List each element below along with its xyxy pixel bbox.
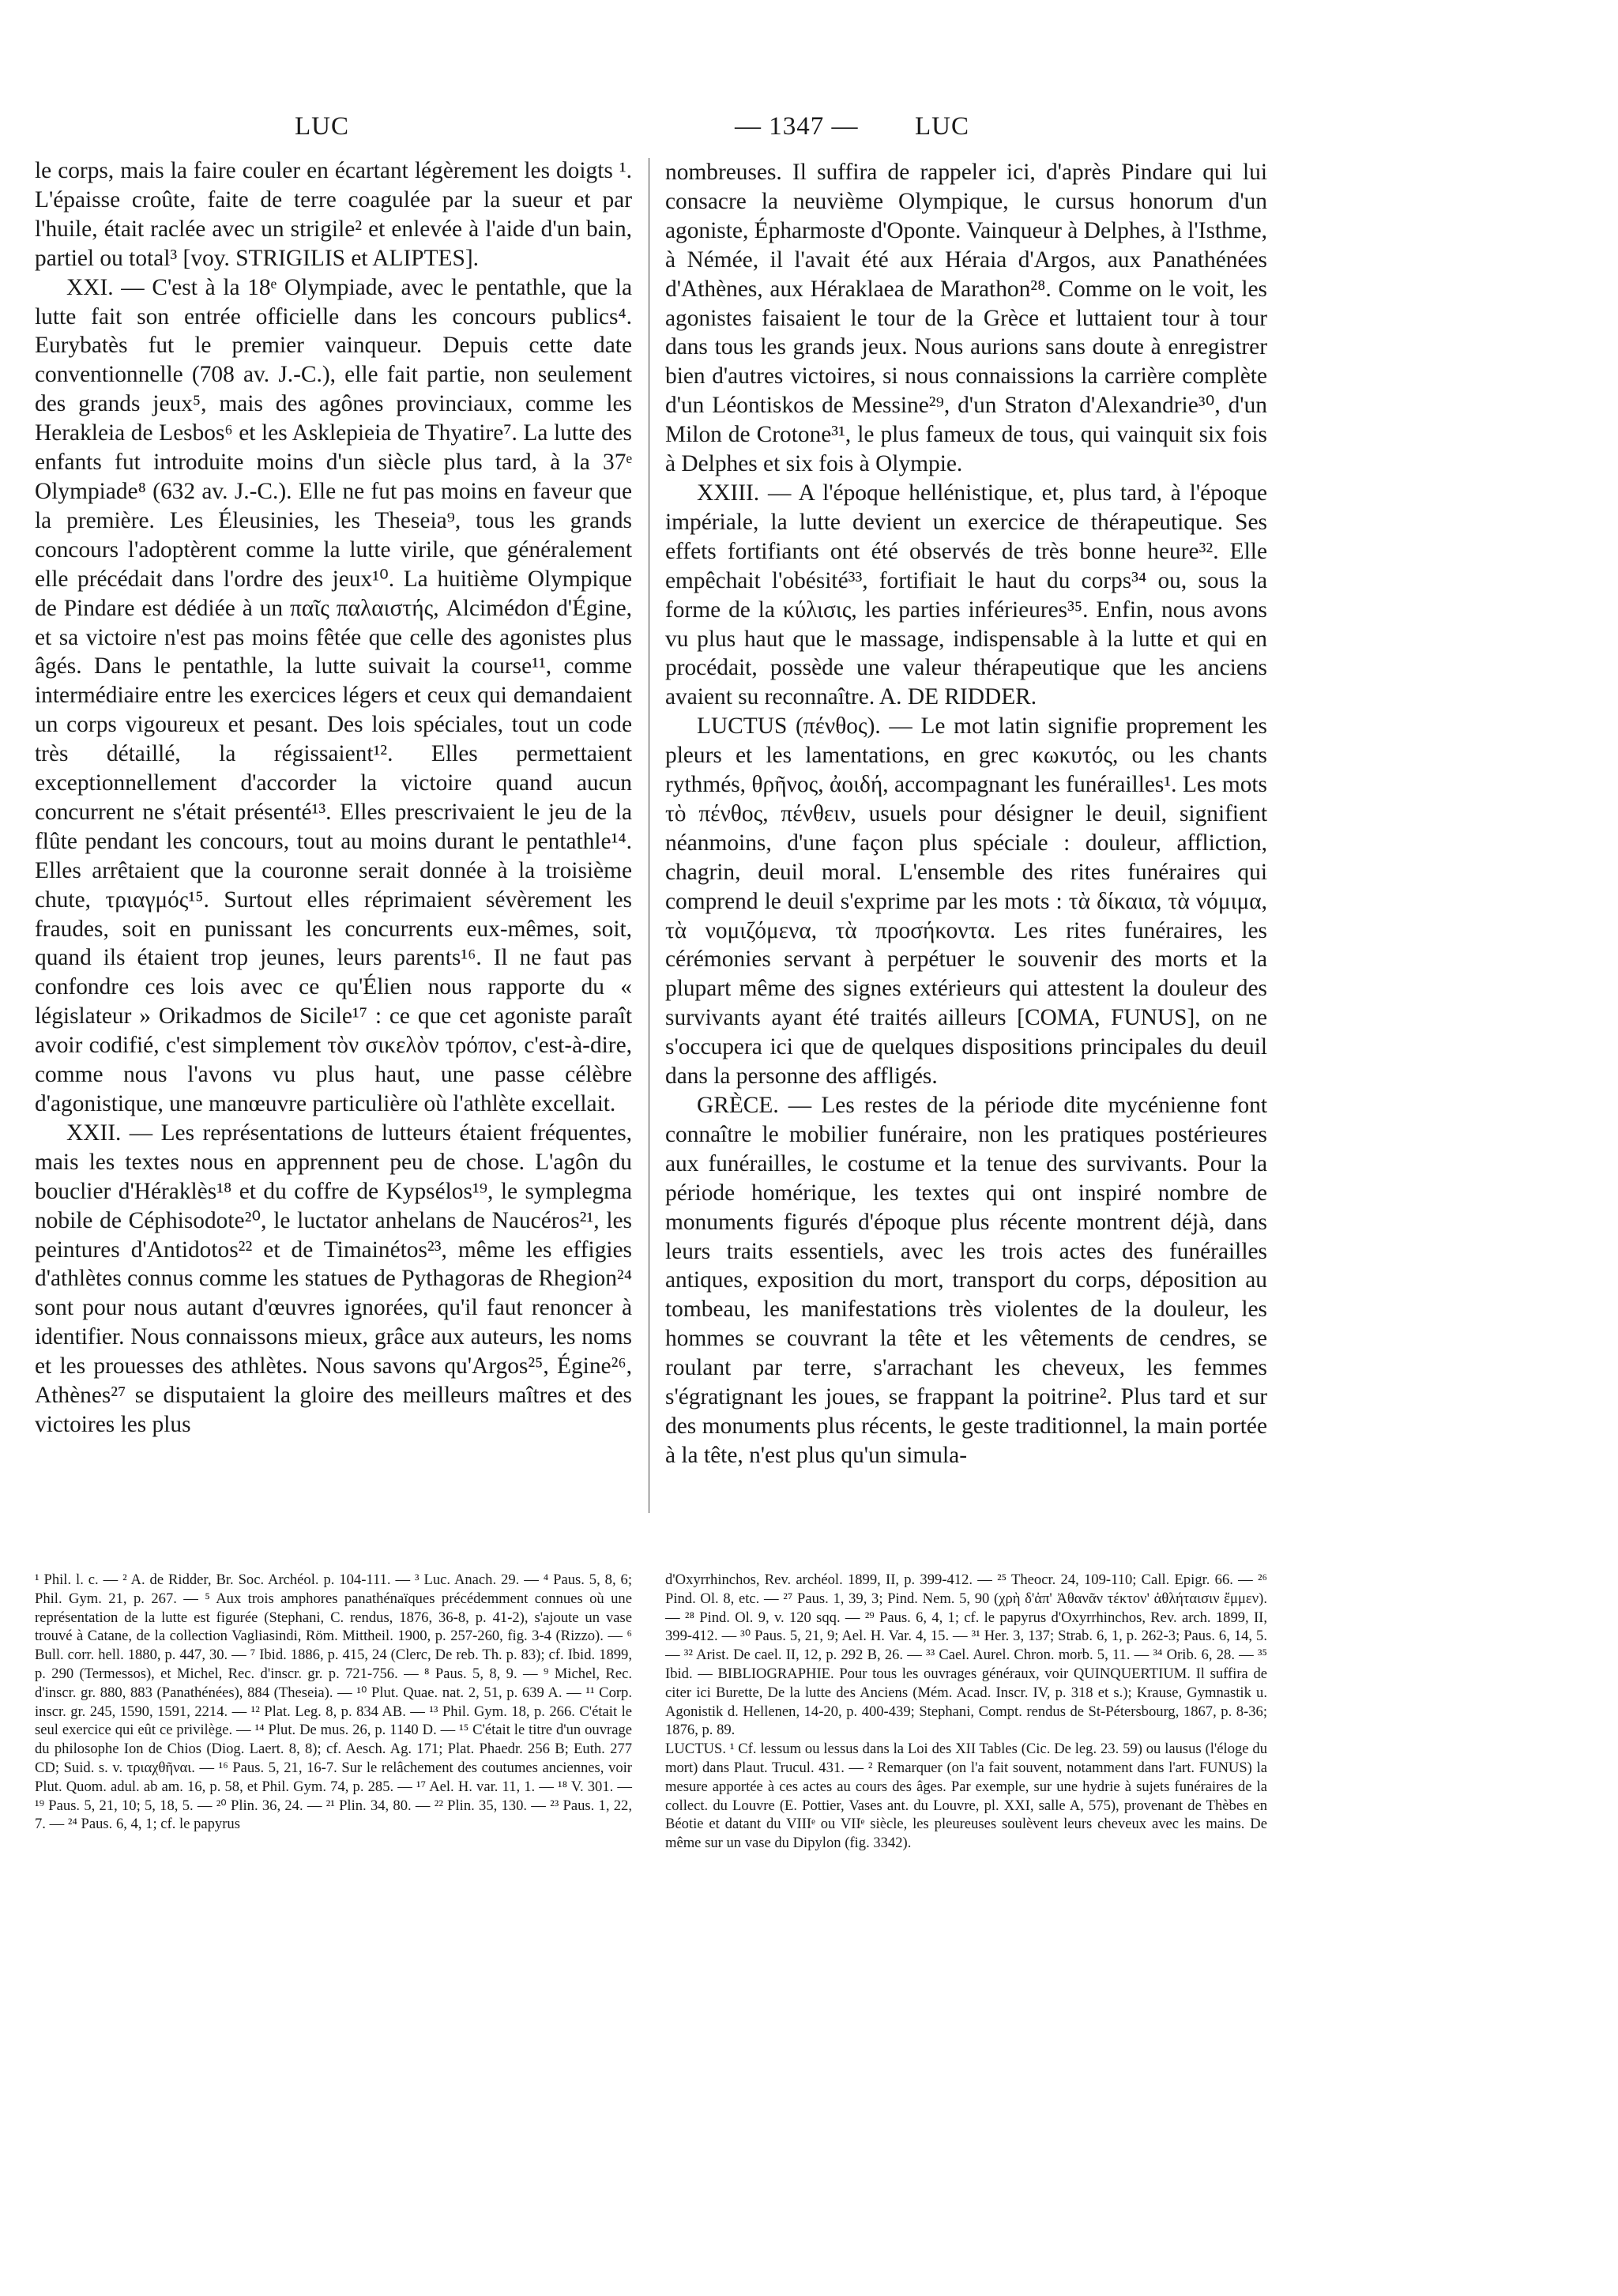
page-number: — 1347 — [735, 112, 859, 141]
footnotes-left-text: ¹ Phil. l. c. — ² A. de Ridder, Br. Soc. Archéol. p. 104-111. — ³ Luc. Anach. 29. — ⁴ Paus. 5, 8, 6; Phil. Gym. 21, p. 267. — ⁵ Aux trois amphores panathénaïques précédemment connues où une représentation de la lutte est figurée (Stephani, C. rendus, 1876, 36-8, p. 41-2), s'ajoute un vase trouvé à Catane, de la collection Vagliasindi, Röm. Mittheil. 1900, p. 257-260, fig. 3-4 (Rizzo). — ⁶ Bull. corr. hell. 1880, p. 447, 30. — ⁷ Ibid. 1886, p. 415, 24 (Clerc, De reb. Th. p. 83); cf. Ibid. 1899, p. 290 (Termessos), et Michel, Rec. d'inscr. gr. p. 721-756. — ⁸ Paus. 5, 8, 9. — ⁹ Michel, Rec. d'inscr. gr. 880, 883 (Panathénées), 884 (Theseia). — ¹⁰ Plut. Quae. nat. 2, 51, p. 639 A. — ¹¹ Corp. inscr. gr. 245, 1590, 1591, 2214. — ¹² Plat. Leg. 8, p. 834 AB. — ¹³ Phil. Gym. 18, p. 266. C'était le seul exercice qui eût ce privilège. — ¹⁴ Plut. De mus. 26, p. 1140 D. — ¹⁵ C'était le titre d'un ouvrage du philosophe Ion de Chios (Diog. Laert. 8, 8); cf. Aesch. Ag. 171; Plat. Phaedr. 256 B; Euth. 277 CD; Suid. s. v. τριαχθῆναι. — ¹⁶ Paus. 5, 21, 16-7. Sur le relâchement des coutumes anciennes, voir Plut. Quom. adul. ab am. 16, p. 58, et Phil. Gym. 74, p. 285. — ¹⁷ Ael. H. var. 11, 1. — ¹⁸ V. 301. — ¹⁹ Paus. 5, 21, 10; 5, 18, 5. — ²⁰ Plin. 36, 24. — ²¹ Plin. 34, 80. — ²² Plin. 35, 130. — ²³ Paus. 1, 22, 7. — ²⁴ Paus. 6, 4, 1; cf. le papyrus [35, 1571, 632, 1833]
paragraph-section-xxii: XXII. — Les représentations de lutteurs étaient fréquentes, mais les textes nous en apprennent peu de chose. L'agôn du bouclier d'Héraklès¹⁸ et du coffre de Kypsélos¹⁹, le symplegma nobile de Céphisodote²⁰, le luctator anhelans de Naucéros²¹, les peintures d'Antidotos²² et de Timainétos²³, même les effigies d'athlètes connus comme les statues de Pythagoras de Rhegion²⁴ sont pour nous autant d'œuvres ignorées, qu'il faut renoncer à identifier. Nous connaissons mieux, grâce aux auteurs, les noms et les prouesses des athlètes. Nous savons qu'Argos²⁵, Égine²⁶, Athènes²⁷ se disputaient la gloire des meilleurs maîtres et des victoires les plus [35, 1120, 632, 1437]
running-head-left: LUC [295, 112, 349, 141]
footnotes-right-text: d'Oxyrrhinchos, Rev. archéol. 1899, II, p. 399-412. — ²⁵ Theocr. 24, 109-110; Call. Epigr. 66. — ²⁶ Pind. Ol. 8, etc. — ²⁷ Paus. 1, 39, 3; Pind. Nem. 5, 90 (χρὴ δ'ἀπ' Ἀθανᾶν τέκτον' ἀθλήταισιν ἔμμεν). — ²⁸ Pind. Ol. 9, v. 120 sqq. — ²⁹ Paus. 6, 4, 1; cf. le papyrus d'Oxyrrhinchos, Rev. arch. 1899, II, 399-412. — ³⁰ Paus. 5, 21, 9; Ael. H. Var. 4, 15. — ³¹ Her. 3, 137; Strab. 6, 1, p. 262-3; Paus. 6, 14, 5. — ³² Arist. De cael. II, 12, p. 292 B, 26. — ³³ Cael. Aurel. Chron. morb. 5, 11. — ³⁴ Orib. 6, 28. — ³⁵ Ibid. — BIBLIOGRAPHIE. Pour tous les ouvrages généraux, voir QUINQUERTIUM. Il suffira de citer ici Burette, De la lutte des Anciens (Mém. Acad. Inscr. IV, p. 318 et s.); Krause, Gymnastik u. Agonistik d. Hellenen, 14-20, p. 400-439; Stephani, Compt. rendus de St-Pétersbourg, 1867, p. 8-36; 1876, p. 89. [665, 1571, 1267, 1739]
running-head-right: LUC [915, 112, 969, 141]
right-column [665, 158, 1267, 1470]
left-column [35, 156, 632, 1440]
footnotes-left [35, 1571, 632, 1834]
paragraph-continuation: le corps, mais la faire couler en écartant légèrement les doigts ¹. L'épaisse croûte, faite de terre coagulée par la sueur et par l'huile, était raclée avec un strigile² et enlevée à l'aide d'un bain, partiel ou total³ [voy. STRIGILIS et ALIPTES]. [35, 158, 632, 271]
paragraph-luctus-entry: LUCTUS (πένθος). — Le mot latin signifie proprement les pleurs et les lamentations, en grec κωκυτός, ou les chants rythmés, θρῆνος, ἀοιδή, accompagnant les funérailles¹. Les mots τὸ πένθος, πένθειν, usuels pour désigner le deuil, signifient néanmoins, d'une façon plus spéciale : douleur, affliction, chagrin, deuil moral. L'ensemble des rites funéraires qui comprend le deuil s'exprime par les mots : τὰ δίκαια, τὰ νόμιμα, τὰ νομιζόμενα, τὰ προσήκοντα. Les rites funéraires, les cérémonies servant à perpétuer le souvenir des morts et la plupart même des signes extérieurs qui attestent la douleur des survivants ayant été traités ailleurs [COMA, FUNUS], on ne s'occupera ici que de quelques dispositions principales du deuil dans la personne des affligés. [665, 713, 1267, 1090]
footnotes-luctus-text: LUCTUS. ¹ Cf. lessum ou lessus dans la Loi des XII Tables (Cic. De leg. 23. 59) ou lausus (l'éloge du mort) dans Plaut. Trucul. 431. — ² Remarquer (on l'a fait souvent, notamment dans l'art. FUNUS) la mesure apportée à ces actes au cours des âges. Par exemple, sur une hydrie à sujets funéraires de la collect. du Louvre (E. Pottier, Vases ant. du Louvre, pl. XXI, salle A, 575), provenant de Thèbes en Béotie et datant du VIIIᵉ ou VIIᵉ siècle, les pleureuses soulèvent leurs cheveux avec les mains. De même sur un vase du Dipylon (fig. 3342). [665, 1741, 1267, 1852]
paragraph-section-xxi: XXI. — C'est à la 18ᵉ Olympiade, avec le pentathle, que la lutte fait son entrée officielle dans les concours publics⁴. Eurybatès fut le premier vainqueur. Depuis cette date conventionnelle (708 av. J.-C.), elle fait partie, non seulement des grands jeux⁵, mais des agônes provinciaux, comme les Herakleia de Lesbos⁶ et les Asklepieia de Thyatire⁷. La lutte des enfants fut introduite moins d'un siècle plus tard, à la 37ᵉ Olympiade⁸ (632 av. J.-C.). Elle ne fut pas moins en faveur que la première. Les Éleusinies, les Theseia⁹, tous les grands concours l'adoptèrent comme la lutte virile, que généralement elle précédait dans l'ordre des jeux¹⁰. La huitième Olympique de Pindare est dédiée à un παῖς παλαιστής, Alcimédon d'Égine, et sa victoire n'est pas moins fêtée que celle des agonistes plus âgés. Dans le pentathle, la lutte suivait la course¹¹, comme intermédiaire entre les exercices légers et ceux qui demandaient un corps vigoureux et pesant. Des lois spéciales, tout un code très détaillé, la régissaient¹². Elles permettaient exceptionnellement d'accorder la victoire quand aucun concurrent ne s'était présenté¹³. Elles prescrivaient le jeu de la flûte pendant les concours, tout au moins durant le pentathle¹⁴. Elles arrêtaient que la couronne serait donnée à la troisième chute, τριαγμός¹⁵. Surtout elles réprimaient sévèrement les fraudes, soit en punissant les concurrents eux-mêmes, soit, quand ils étaient trop jeunes, leurs parents¹⁶. Il ne faut pas confondre ces lois avec ce qu'Élien nous rapporte du « législateur » Orikadmos de Sicile¹⁷ : ce que cet agoniste paraît avoir codifié, c'est simplement τὸν σικελὸν τρόπον, c'est-à-dire, comme nous l'avons vu plus haut, une passe célèbre d'agonistique, une manœuvre particulière où l'athlète excellait. [35, 274, 632, 1116]
footnotes-right [665, 1571, 1267, 1853]
paragraph-continuation-right: nombreuses. Il suffira de rappeler ici, d'après Pindare qui lui consacre la neuvième Olympique, le cursus honorum d'un agoniste, Épharmoste d'Oponte. Vainqueur à Delphes, à l'Isthme, à Némée, il l'avait été aux Héraia d'Argos, aux Panathénées d'Athènes, aux Héraklaea de Marathon²⁸. Comme on le voit, les agonistes faisaient le tour de la Grèce et luttaient tour à tour dans tous les grands jeux. Nous aurions sans doute à enregistrer bien d'autres victoires, si nous connaissions la carrière complète d'un Léontiskos de Messine²⁹, d'un Straton d'Alexandrie³⁰, d'un Milon de Crotone³¹, le plus fameux de tous, qui vainquit six fois à Delphes et six fois à Olympie. [665, 160, 1267, 477]
paragraph-section-xxiii: XXIII. — A l'époque hellénistique, et, plus tard, à l'époque impériale, la lutte devient un exercice de thérapeutique. Ses effets fortifiants ont été observés de très bonne heure³². Elle empêchait l'obésité³³, fortifiait le haut du corps³⁴ ou, sous la forme de la κύλισις, les parties inférieures³⁵. Enfin, nous avons vu plus haut que le massage, indispensable à la lutte et qui en procédait, possède une valeur thérapeutique que les anciens avaient su reconnaître. A. DE RIDDER. [665, 480, 1267, 710]
paragraph-grece: GRÈCE. — Les restes de la période dite mycénienne font connaître le mobilier funéraire, non les pratiques postérieures aux funérailles, le costume et la tenue des survivants. Pour la période homérique, les textes qui ont inspiré nombre de monuments figurés d'époque plus récente montrent déjà, dans leurs traits essentiels, avec les trois actes des funérailles antiques, exposition du mort, transport du corps, déposition au tombeau, les manifestations très violentes de la douleur, les hommes se couvrant la tête et les vêtements de cendres, se roulant par terre, s'arrachant les cheveux, les femmes s'égratignant les joues, se frappant la poitrine². Plus tard et sur des monuments plus récents, le geste traditionnel, la main portée à la tête, n'est plus qu'un simula- [665, 1093, 1267, 1468]
